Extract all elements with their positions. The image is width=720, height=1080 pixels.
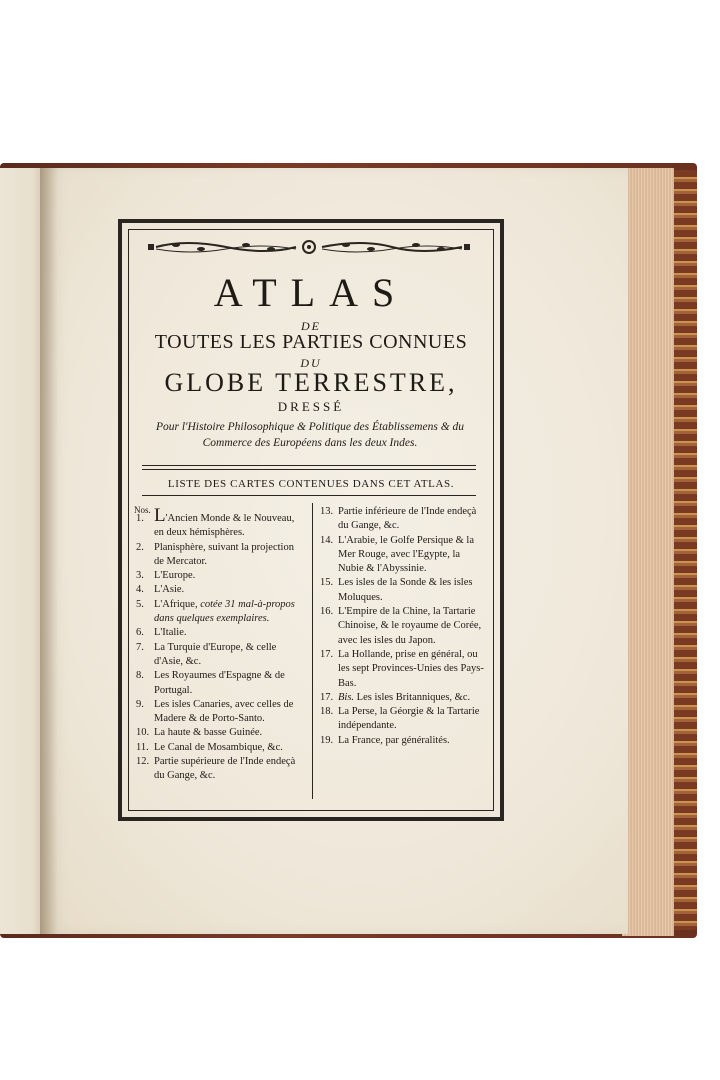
item-text: Les isles Canaries, avec celles de Madere & de Porto-Santo. (154, 698, 294, 725)
page-title: ATLAS (213, 270, 409, 315)
item-number: 17. (320, 648, 334, 660)
list-item (320, 734, 488, 748)
map-list-right (320, 503, 488, 748)
item-number: 10. (136, 727, 150, 739)
item-number: 18. (320, 706, 334, 718)
list-item (136, 598, 306, 627)
column-divider (312, 503, 313, 799)
item-text: Les isles de la Sonde & les isles Moluques. (338, 577, 473, 603)
double-rule (142, 465, 476, 470)
list-item (136, 626, 306, 640)
item-text: La Turquie d'Europe, & celle d'Asie, &c. (154, 641, 277, 667)
list-item (136, 755, 306, 784)
item-text: L'Asie. (154, 584, 185, 596)
item-number: 12. (136, 756, 150, 768)
list-item (136, 726, 306, 740)
item-text: La Perse, la Géorgie & la Tartarie indépendante. (338, 706, 480, 732)
item-text: L'Arabie, le Golfe Persique & la Mer Rouge, avec l'Egypte, la Nubie & l'Abyssinie. (338, 534, 475, 575)
list-item (136, 669, 306, 698)
list-item (320, 534, 488, 577)
list-item (320, 605, 488, 648)
item-number: 13. (320, 506, 334, 517)
title-line-3: GLOBE TERRESTRE, (164, 368, 458, 397)
item-number: 16. (320, 606, 334, 618)
item-text: Les Royaumes d'Espagne & de Portugal. (154, 670, 285, 696)
item-italic: Bis. (338, 691, 355, 703)
list-item (136, 741, 306, 755)
item-text: Partie supérieure de l'Inde endeçà du Gange, &c. (154, 756, 296, 782)
item-number: 8. (136, 670, 144, 682)
item-number: 14. (320, 534, 334, 546)
printed-frame (118, 219, 504, 821)
item-text: Partie inférieure de l'Inde endeçà du Gange, &c. (338, 506, 477, 532)
item-number: 4. (136, 584, 144, 596)
item-number: 15. (320, 577, 334, 589)
item-text: Les isles Britanniques, &c. (354, 691, 471, 703)
item-number: 11. (136, 741, 149, 753)
list-item (136, 641, 306, 670)
page-gutter-shadow (40, 168, 58, 934)
list-item (320, 576, 488, 605)
item-text: L'Europe. (154, 570, 196, 582)
item-number: 3. (136, 570, 144, 582)
item-text: Planisphère, suivant la projection de Mercator. (154, 541, 294, 567)
item-text: Le Canal de Mosambique, &c. (154, 741, 283, 753)
item-number: 5. (136, 598, 144, 610)
garland-ornament-icon (146, 237, 472, 257)
item-number: 17. (320, 691, 334, 703)
item-text: L'Afrique, (154, 598, 201, 610)
map-list-left (136, 503, 306, 784)
list-heading: LISTE DES CARTES CONTENUES DANS CET ATLAS. (167, 478, 455, 490)
gilt-edge (672, 170, 697, 930)
item-number: 19. (320, 734, 334, 746)
list-item (320, 505, 488, 534)
title-dresse: DRESSÉ (277, 399, 345, 414)
page-edges (622, 168, 674, 936)
list-item (320, 691, 488, 705)
item-italic: cotée 31 mal-à-propos dans quelques exemplaires. (154, 598, 295, 625)
subtitle: Pour l'Histoire Philosophique & Politique des Établissemens & du Commerce des Européens dans les deux Indes. (155, 421, 465, 449)
title-du: DU (300, 356, 322, 370)
item-text: La France, par généralités. (338, 734, 450, 746)
list-item (136, 698, 306, 727)
item-number: 7. (136, 641, 144, 653)
item-number: 9. (136, 698, 144, 710)
item-text: La haute & basse Guinée. (154, 727, 263, 739)
list-item (136, 569, 306, 583)
item-text: La Hollande, prise en général, ou les sept Provinces-Unies des Pays-Bas. (338, 648, 484, 689)
nos-label: Nos. (134, 505, 151, 515)
list-item (320, 705, 488, 734)
item-text: L'Italie. (154, 627, 187, 639)
item-text: L'Empire de la Chine, la Tartarie Chinoise, & le royaume de Corée, avec les isles du Japon. (338, 606, 482, 646)
item-number: 1. (136, 513, 144, 524)
item-number: 2. (136, 541, 144, 553)
item-number: 6. (136, 627, 144, 639)
list-item (136, 505, 306, 541)
item-text: 'Ancien Monde & le Nouveau, en deux hémisphères. (154, 513, 295, 539)
list-item (136, 541, 306, 570)
title-line-2: TOUTES LES PARTIES CONNUES (154, 331, 468, 353)
list-item (136, 583, 306, 597)
rule (142, 495, 476, 496)
title-de: DE (301, 319, 321, 333)
list-item (320, 648, 488, 691)
drop-letter: L (154, 505, 166, 526)
